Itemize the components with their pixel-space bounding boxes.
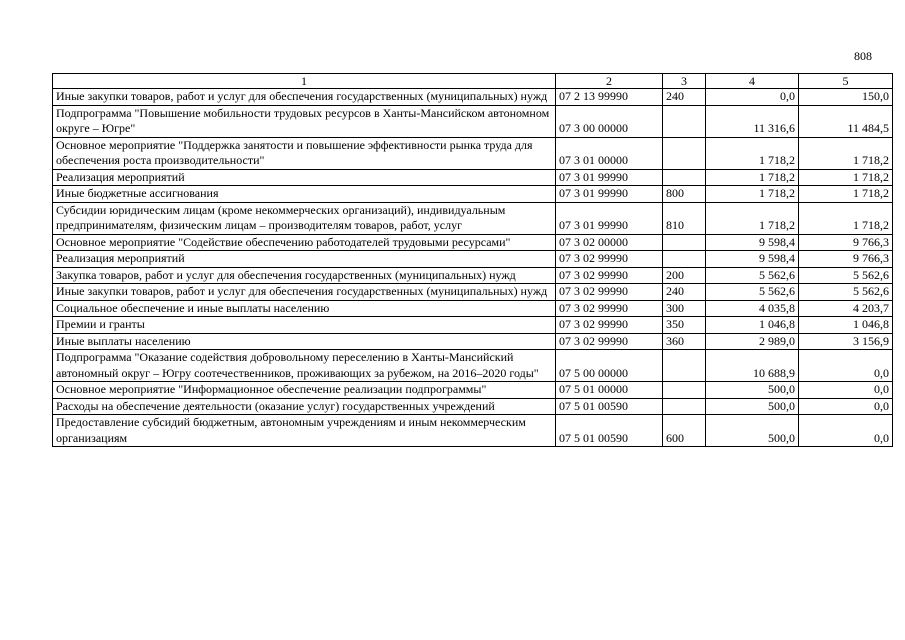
row-code-cell: 07 5 01 00000 xyxy=(556,382,663,399)
row-code-cell: 07 3 02 99990 xyxy=(556,251,663,268)
row-code-cell: 07 3 02 99990 xyxy=(556,284,663,301)
row-code-cell: 07 3 01 99990 xyxy=(556,169,663,186)
budget-table-body xyxy=(53,74,893,447)
row-code-cell: 07 2 13 99990 xyxy=(556,89,663,106)
page-number: 808 xyxy=(854,49,872,63)
row-value-5-cell: 1 718,2 xyxy=(799,137,893,169)
row-type-cell: 360 xyxy=(663,333,706,350)
table-row xyxy=(53,169,893,186)
row-name-cell: Закупка товаров, работ и услуг для обеспечения государственных (муниципальных) нужд xyxy=(53,267,556,284)
row-name-cell: Основное мероприятие "Содействие обеспечению работодателей трудовыми ресурсами" xyxy=(53,234,556,251)
row-type-cell: 600 xyxy=(663,415,706,447)
row-value-5-cell: 0,0 xyxy=(799,382,893,399)
row-type-cell: 300 xyxy=(663,300,706,317)
row-value-5-cell: 150,0 xyxy=(799,89,893,106)
row-type-cell xyxy=(663,105,706,137)
row-code-cell: 07 5 01 00590 xyxy=(556,398,663,415)
row-value-4-cell: 500,0 xyxy=(706,415,799,447)
row-type-cell xyxy=(663,137,706,169)
row-value-5-cell: 9 766,3 xyxy=(799,251,893,268)
row-value-4-cell: 11 316,6 xyxy=(706,105,799,137)
row-code-cell: 07 3 01 99990 xyxy=(556,202,663,234)
row-code-cell: 07 5 01 00590 xyxy=(556,415,663,447)
row-type-cell xyxy=(663,350,706,382)
row-name-cell: Иные закупки товаров, работ и услуг для обеспечения государственных (муниципальных) нужд xyxy=(53,284,556,301)
row-value-5-cell: 5 562,6 xyxy=(799,267,893,284)
row-value-4-cell: 1 718,2 xyxy=(706,186,799,203)
row-type-cell: 240 xyxy=(663,89,706,106)
row-value-4-cell: 9 598,4 xyxy=(706,234,799,251)
row-type-cell xyxy=(663,251,706,268)
row-type-cell xyxy=(663,398,706,415)
row-type-cell xyxy=(663,234,706,251)
row-value-5-cell: 1 718,2 xyxy=(799,186,893,203)
column-header: 2 xyxy=(556,74,663,89)
row-value-5-cell: 9 766,3 xyxy=(799,234,893,251)
row-type-cell: 200 xyxy=(663,267,706,284)
column-header: 3 xyxy=(663,74,706,89)
row-value-4-cell: 10 688,9 xyxy=(706,350,799,382)
row-code-cell: 07 3 00 00000 xyxy=(556,105,663,137)
row-code-cell: 07 3 01 00000 xyxy=(556,137,663,169)
row-value-4-cell: 1 718,2 xyxy=(706,169,799,186)
row-code-cell: 07 3 02 99990 xyxy=(556,317,663,334)
table-row xyxy=(53,350,893,382)
row-name-cell: Премии и гранты xyxy=(53,317,556,334)
table-row xyxy=(53,300,893,317)
table-row xyxy=(53,398,893,415)
row-type-cell xyxy=(663,169,706,186)
table-row xyxy=(53,89,893,106)
header-row xyxy=(53,74,893,89)
row-name-cell: Подпрограмма "Повышение мобильности трудовых ресурсов в Ханты-Мансийском автономном округе – Югре" xyxy=(53,105,556,137)
row-value-5-cell: 0,0 xyxy=(799,398,893,415)
row-code-cell: 07 3 02 99990 xyxy=(556,267,663,284)
row-name-cell: Основное мероприятие "Информационное обеспечение реализации подпрограммы" xyxy=(53,382,556,399)
table-row xyxy=(53,186,893,203)
budget-table xyxy=(52,73,893,447)
row-code-cell: 07 5 00 00000 xyxy=(556,350,663,382)
row-value-5-cell: 0,0 xyxy=(799,350,893,382)
row-value-5-cell: 1 718,2 xyxy=(799,169,893,186)
row-value-4-cell: 500,0 xyxy=(706,398,799,415)
table-row xyxy=(53,317,893,334)
row-type-cell: 350 xyxy=(663,317,706,334)
row-value-4-cell: 2 989,0 xyxy=(706,333,799,350)
row-code-cell: 07 3 02 00000 xyxy=(556,234,663,251)
table-row xyxy=(53,333,893,350)
row-name-cell: Субсидии юридическим лицам (кроме некоммерческих организаций), индивидуальным предпринимателям, физическим лицам – производителям товаров, работ, услуг xyxy=(53,202,556,234)
row-name-cell: Реализация мероприятий xyxy=(53,251,556,268)
row-value-4-cell: 1 718,2 xyxy=(706,202,799,234)
row-code-cell: 07 3 02 99990 xyxy=(556,333,663,350)
table-row xyxy=(53,202,893,234)
table-row xyxy=(53,137,893,169)
table-row xyxy=(53,234,893,251)
row-type-cell: 800 xyxy=(663,186,706,203)
row-name-cell: Реализация мероприятий xyxy=(53,169,556,186)
table-row xyxy=(53,382,893,399)
column-header: 5 xyxy=(799,74,893,89)
column-header: 1 xyxy=(53,74,556,89)
row-value-5-cell: 11 484,5 xyxy=(799,105,893,137)
row-value-4-cell: 5 562,6 xyxy=(706,267,799,284)
column-header: 4 xyxy=(706,74,799,89)
row-name-cell: Социальное обеспечение и иные выплаты населению xyxy=(53,300,556,317)
row-value-4-cell: 1 046,8 xyxy=(706,317,799,334)
row-code-cell: 07 3 01 99990 xyxy=(556,186,663,203)
row-name-cell: Основное мероприятие "Поддержка занятости и повышение эффективности рынка труда для обеспечения роста производительности" xyxy=(53,137,556,169)
row-name-cell: Расходы на обеспечение деятельности (оказание услуг) государственных учреждений xyxy=(53,398,556,415)
table-row xyxy=(53,415,893,447)
row-type-cell: 810 xyxy=(663,202,706,234)
row-name-cell: Предоставление субсидий бюджетным, автономным учреждениям и иным некоммерческим организациям xyxy=(53,415,556,447)
row-name-cell: Иные закупки товаров, работ и услуг для обеспечения государственных (муниципальных) нужд xyxy=(53,89,556,106)
row-value-5-cell: 1 046,8 xyxy=(799,317,893,334)
table-row xyxy=(53,105,893,137)
table-row xyxy=(53,251,893,268)
row-value-4-cell: 0,0 xyxy=(706,89,799,106)
row-value-5-cell: 5 562,6 xyxy=(799,284,893,301)
table-row xyxy=(53,267,893,284)
row-value-4-cell: 9 598,4 xyxy=(706,251,799,268)
row-value-4-cell: 5 562,6 xyxy=(706,284,799,301)
row-type-cell: 240 xyxy=(663,284,706,301)
row-name-cell: Иные выплаты населению xyxy=(53,333,556,350)
row-value-5-cell: 4 203,7 xyxy=(799,300,893,317)
table-row xyxy=(53,284,893,301)
row-value-5-cell: 0,0 xyxy=(799,415,893,447)
row-name-cell: Иные бюджетные ассигнования xyxy=(53,186,556,203)
row-value-5-cell: 1 718,2 xyxy=(799,202,893,234)
row-name-cell: Подпрограмма "Оказание содействия добровольному переселению в Ханты-Мансийский автономный округ – Югру соотечественников, проживающих за рубежом, на 2016–2020 годы" xyxy=(53,350,556,382)
row-value-5-cell: 3 156,9 xyxy=(799,333,893,350)
row-type-cell xyxy=(663,382,706,399)
row-code-cell: 07 3 02 99990 xyxy=(556,300,663,317)
row-value-4-cell: 1 718,2 xyxy=(706,137,799,169)
row-value-4-cell: 4 035,8 xyxy=(706,300,799,317)
row-value-4-cell: 500,0 xyxy=(706,382,799,399)
